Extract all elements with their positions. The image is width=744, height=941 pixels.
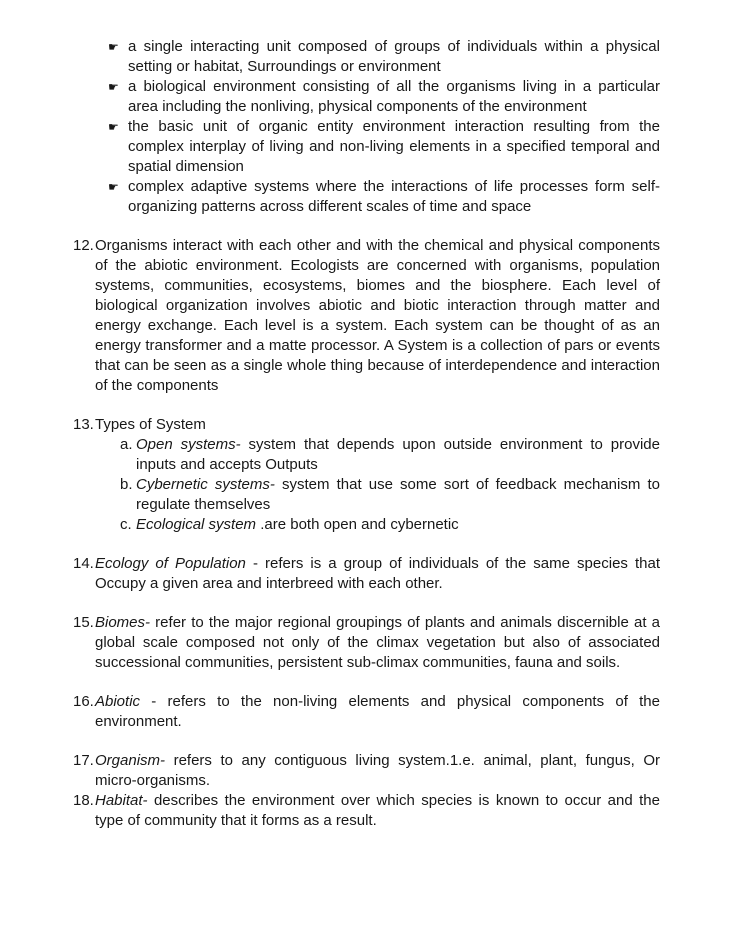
sub-item-text: system that use some sort of feedback mechanism to regulate themselves [136,476,660,513]
pointing-hand-bullet-icon: ☛ [108,120,119,134]
item-term: Abiotic [95,693,141,710]
item-number: 15. [73,614,94,631]
numbered-item-16 [73,692,660,732]
bullet-item [110,77,660,117]
item-term: Ecology of Population [95,555,246,572]
bullet-item-text: a single interacting unit composed of groups of individuals within a physical setting or habitat, Surroundings or environment [128,38,660,75]
numbered-item-17 [73,751,660,791]
sub-item-c [120,515,660,535]
item-text: refer to the major regional groupings of plants and animals discernible at a global scale composed not only of the climax vegetation but also of associated successional communities, persistent sub-climax communities, fauna and soils. [95,614,660,671]
sub-item-text: system that depends upon outside environment to provide inputs and accepts Outputs [136,436,660,473]
item-number: 16. [73,693,94,710]
numbered-item-18 [73,791,660,831]
sub-item-a [120,435,660,475]
numbered-item-13 [73,415,660,535]
sub-item-term: Ecological system [136,516,257,533]
sub-item-text: .are both open and cybernetic [256,516,459,533]
item-text: Types of System [95,416,206,433]
item-number: 18. [73,792,94,809]
pointing-hand-bullet-icon: ☛ [108,80,119,94]
sub-item-b [120,475,660,515]
sub-item-letter: c. [120,516,132,533]
pointing-hand-bullet-icon: ☛ [108,180,119,194]
sub-item-letter: a. [120,436,133,453]
bullet-item-text: a biological environment consisting of all the organisms living in a particular area including the nonliving, physical components of the environment [128,78,660,115]
pointing-hand-bullet-icon: ☛ [108,40,119,54]
item-term: Biomes- [95,614,151,631]
item-text: describes the environment over which species is known to occur and the type of community that it forms as a result. [95,792,660,829]
item-number: 13. [73,416,94,433]
bullet-item [110,37,660,77]
bullet-item [110,117,660,177]
item-number: 14. [73,555,94,572]
item-text: - refers is a group of individuals of the same species that Occupy a given area and interbreed with each other. [95,555,660,592]
item-number: 17. [73,752,94,769]
numbered-item-15 [73,613,660,673]
bullet-item-text: the basic unit of organic entity environment interaction resulting from the complex interplay of living and non-living elements in a specified temporal and spatial dimension [128,118,660,175]
sub-item-term: Cybernetic systems- [136,476,275,493]
sub-item-term: Open systems- [136,436,241,453]
item-text: refers to any contiguous living system.1.e. animal, plant, fungus, Or micro-organisms. [95,752,660,789]
bullet-list [110,37,660,217]
item-number: 12. [73,237,94,254]
item-term: Organism- [95,752,166,769]
numbered-item-14 [73,554,660,594]
item-text: Organisms interact with each other and with the chemical and physical components of the abiotic environment. Ecologists are concerned with organisms, population systems, communities, ecosystems, biomes and the biosphere. Each level of biological organization involves abiotic and biotic interaction through matter and energy exchange. Each level is a system. Each system can be thought of as an energy transformer and a matte processor. A System is a collection of pars or events that can be seen as a single whole thing because of interdependence and interaction of the components [95,237,660,394]
numbered-item-12 [73,236,660,396]
bullet-item-text: complex adaptive systems where the interactions of life processes form self- organizing patterns across different scales of time and space [128,178,660,215]
sub-item-letter: b. [120,476,133,493]
item-text: - refers to the non-living elements and physical components of the environment. [95,693,660,730]
bullet-item [110,177,660,217]
item-term: Habitat- [95,792,148,809]
